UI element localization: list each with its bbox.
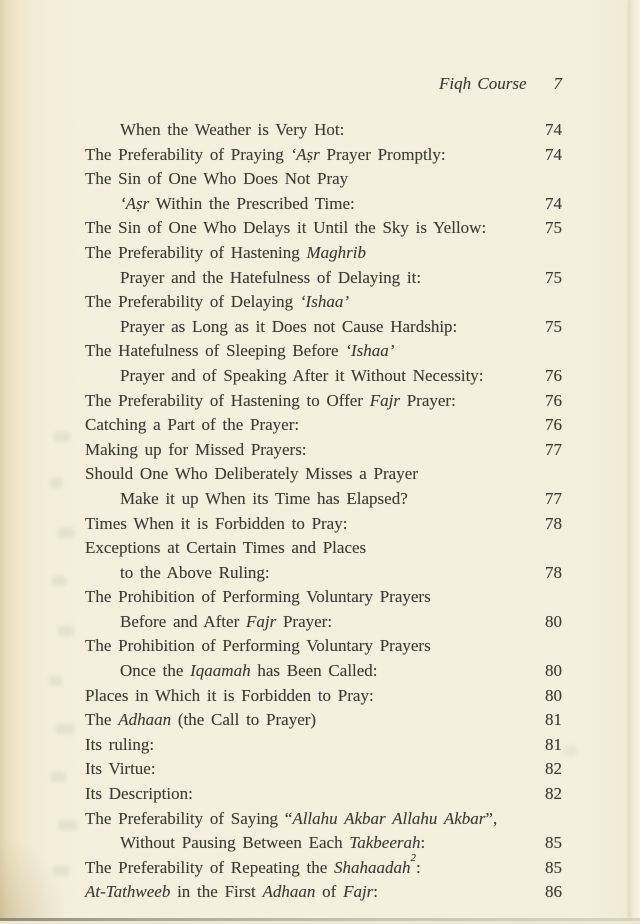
text-segment: has Been Called: [250,661,378,681]
text-segment: The Preferability of Hastening [85,242,307,262]
toc-line [85,389,518,414]
toc-entry-text [85,167,518,216]
toc-entry [85,290,562,339]
page-edge-crease [628,0,631,924]
toc-line [85,487,518,512]
toc-entry [85,684,562,709]
text-segment: Once the [120,661,191,681]
text-segment: : [416,857,421,877]
toc-entry-text [85,290,518,339]
text-segment: Places in Which it is Forbidden to Pray: [85,685,374,705]
toc-page-number: 74 [545,193,562,213]
italic-term: Iqaamah [190,661,251,681]
toc-entry-text [85,241,518,290]
text-segment: Making up for Missed Prayers: [85,439,307,459]
toc-line [85,733,518,758]
text-segment: The Preferability of Saying “ [85,808,293,828]
text-segment: Times When it is Forbidden to Pray: [85,513,348,533]
toc-entry [85,782,562,807]
italic-term: Takbeerah [349,833,421,853]
toc-entry [85,536,562,585]
text-segment: Without Pausing Between Each [120,833,350,853]
text-segment: Its Description: [85,784,193,804]
bleedthrough-mark [58,820,77,830]
toc-entry [85,143,562,168]
toc-entry [85,708,562,733]
toc-page-number: 76 [545,365,562,385]
toc-entry-text [85,733,518,758]
toc-line [85,438,518,463]
italic-term: Allahu Akbar Allahu Akbar [292,808,486,828]
toc-line [85,290,518,315]
running-title: Fiqh Course [439,74,527,93]
text-segment: The Prohibition of Performing Voluntary Prayers [85,587,431,607]
toc-entry-text [85,512,518,537]
toc-entry [85,807,562,856]
text-segment: Should One Who Deliberately Misses a Prayer [85,464,418,484]
italic-term: ‘Ishaa’ [345,341,395,361]
toc-line [85,610,518,635]
page-corner-shadow [0,834,70,924]
toc-line [85,192,518,217]
italic-term: Maghrib [306,242,366,262]
toc-entry [85,216,562,241]
header-page-number: 7 [553,74,562,93]
toc-page-number: 76 [545,390,562,410]
toc-entry-text [85,757,518,782]
toc-entry-text [85,216,518,241]
toc-list [85,118,562,905]
toc-page-number: 77 [545,439,562,459]
toc-page-number: 75 [545,218,562,238]
text-segment: When the Weather is Very Hot: [120,120,345,139]
toc-entry [85,339,562,388]
toc-page-number: 74 [545,120,562,139]
toc-entry-text [85,413,518,438]
bleedthrough-mark [52,576,66,586]
toc-line [85,216,518,241]
italic-term: Shahaadah [334,857,411,877]
toc-page-number: 81 [545,710,562,730]
text-segment: ”, [485,808,498,828]
toc-line [85,684,518,709]
italic-term: Fajr [369,390,400,410]
italic-term: ‘Aṣr [120,193,150,213]
toc-entry [85,241,562,290]
text-segment: The Preferability of Delaying [85,292,300,312]
toc-page-number: 82 [545,784,562,804]
toc-entry-text [85,462,518,511]
toc-entry [85,733,562,758]
toc-line [85,831,518,856]
text-segment: Prayer as Long as it Does not Cause Hardship: [120,316,458,336]
toc-page-number: 85 [545,857,562,877]
italic-term: Fajr [245,611,277,631]
toc-line [85,118,518,143]
bleedthrough-mark [54,432,70,442]
toc-entry-text [85,118,518,143]
toc-line [85,561,518,586]
toc-line [85,167,518,192]
toc-line [85,708,518,733]
toc-entry-text [85,807,518,856]
toc-entry [85,118,562,143]
italic-term: At-Tathweeb [85,882,171,902]
toc-entry [85,389,562,414]
toc-entry [85,413,562,438]
text-segment: Prayer Promptly: [319,144,446,164]
toc-line [85,462,518,487]
page-edge-line [0,918,640,921]
toc-line [85,585,518,610]
toc-line [85,880,518,905]
text-segment: Prayer and the Hatefulness of Delaying it: [120,267,422,287]
bleedthrough-mark [56,724,74,734]
text-segment: The Preferability of Repeating the [85,857,334,877]
toc-page-number: 80 [545,611,562,631]
bleedthrough-mark [57,528,74,538]
toc-line [85,241,518,266]
toc-line [85,536,518,561]
toc-page-number: 76 [545,415,562,435]
toc-line [85,659,518,684]
text-segment: : [420,833,426,853]
text-segment: The Hatefulness of Sleeping Before [85,341,346,361]
text-segment: : [373,882,379,902]
toc-line [85,634,518,659]
toc-entry-text [85,684,518,709]
text-segment: of [315,882,344,902]
toc-entry-text [85,880,518,905]
italic-term: Adhaan [118,710,172,730]
text-segment: in the First [170,882,263,902]
toc-entry-text [85,339,518,388]
toc-entry [85,880,562,905]
text-segment: Make it up When its Time has Elapsed? [120,488,408,508]
toc-page-number: 74 [545,144,562,164]
toc-entry-text [85,438,518,463]
toc-line [85,339,518,364]
toc-entry-text [85,536,518,585]
toc-page-number: 86 [545,882,562,902]
toc-entry [85,634,562,683]
toc-line [85,266,518,291]
italic-term: Fajr [343,882,374,902]
toc-page-number: 80 [545,661,562,681]
bleedthrough-mark [50,478,63,488]
toc-page-number: 78 [545,562,562,582]
text-segment: Prayer: [276,611,333,631]
bleedthrough-mark [563,746,577,756]
toc-page-number: 77 [545,488,562,508]
text-segment: The Sin of One Who Does Not Pray [85,169,349,189]
italic-term: ‘Aṣr [290,144,320,164]
toc-page-number: 75 [545,316,562,336]
text-segment: to the Above Ruling: [120,562,270,582]
text-segment: The [85,710,119,730]
page-header [439,72,562,96]
text-segment: Exceptions at Certain Times and Places [85,538,367,558]
toc-line [85,315,518,340]
text-segment: Prayer and of Speaking After it Without Necessity: [120,365,484,385]
toc-entry-text [85,143,518,168]
bleedthrough-mark [58,626,74,636]
toc-page-number: 82 [545,759,562,779]
toc-entry-text [85,708,518,733]
toc-page-number: 78 [545,513,562,533]
bleedthrough-mark [49,676,62,686]
text-segment: Its ruling: [85,734,155,754]
text-segment: (the Call to Prayer) [171,710,317,730]
toc-entry [85,585,562,634]
toc-page-number: 81 [545,734,562,754]
toc-entry-text [85,389,518,414]
toc-entry-text [85,585,518,634]
text-segment: 2 [410,852,416,865]
italic-term: ‘Ishaa’ [299,292,349,312]
text-segment: Its Virtue: [85,759,156,779]
toc-line [85,143,518,168]
text-segment: Within the Prescribed Time: [149,193,355,213]
toc-line [85,512,518,537]
toc-line [85,757,518,782]
toc-line [85,782,518,807]
text-segment: The Sin of One Who Delays it Until the Sky is Yellow: [85,218,487,238]
toc-entry [85,757,562,782]
text-segment: The Prohibition of Performing Voluntary Prayers [85,636,431,656]
toc-entry [85,438,562,463]
toc-entry-text [85,782,518,807]
toc-entry-text [85,852,518,881]
text-segment: The Preferability of Praying [85,144,291,164]
toc-entry [85,462,562,511]
toc-entry [85,512,562,537]
text-segment: Catching a Part of the Prayer: [85,415,300,435]
italic-term: Adhaan [262,882,316,902]
toc-entry-text [85,634,518,683]
toc-entry [85,852,562,881]
text-segment: Prayer: [399,390,456,410]
text-segment: The Preferability of Hastening to Offer [85,390,370,410]
toc-line [85,364,518,389]
bleedthrough-mark [51,772,66,782]
toc-line [85,413,518,438]
toc-line [85,852,518,881]
toc-entry [85,167,562,216]
toc-page-number: 85 [545,833,562,853]
toc-page-number: 75 [545,267,562,287]
toc-line [85,807,518,832]
toc-page-number: 80 [545,685,562,705]
text-segment: Before and After [120,611,246,631]
